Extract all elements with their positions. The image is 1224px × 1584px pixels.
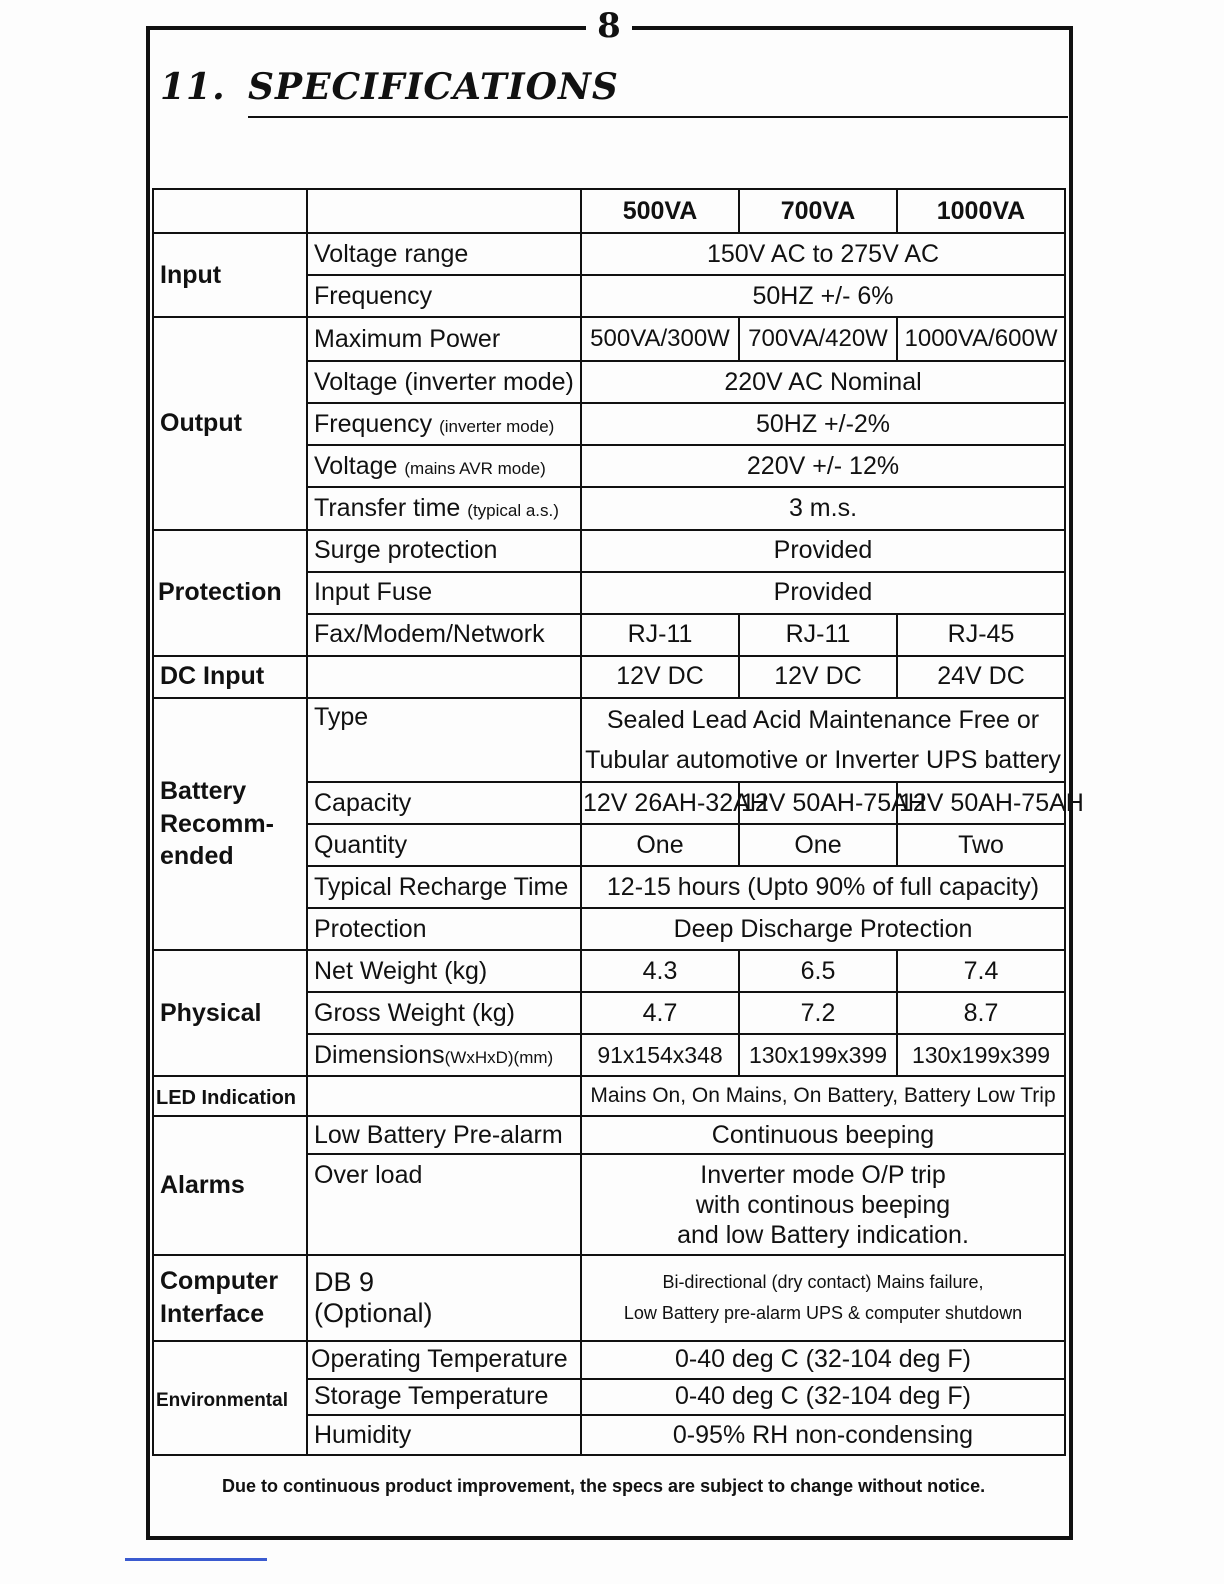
table-row: [153, 1116, 1065, 1154]
label-line: DB 9: [314, 1266, 375, 1297]
row-label: Frequency: [307, 275, 581, 317]
row-value: One: [581, 824, 739, 866]
row-label-sub: (typical a.s.): [467, 501, 559, 521]
row-label-main: Dimensions: [314, 1040, 445, 1069]
empty-cell: [307, 189, 581, 233]
row-value: 700VA/420W: [739, 317, 897, 361]
row-value: 24V DC: [897, 656, 1065, 698]
top-rule-right: [632, 26, 1073, 30]
row-label: Typical Recharge Time: [307, 866, 581, 908]
category-input: Input: [153, 233, 307, 317]
table-row: [153, 317, 1065, 361]
category-physical: Physical: [153, 950, 307, 1076]
row-label: [307, 445, 581, 487]
row-label-sub: (WxHxD)(mm): [444, 1047, 554, 1067]
row-value: 12V 50AH-75AH: [897, 782, 1065, 824]
row-value: 8.7: [897, 992, 1065, 1034]
row-value: Continuous beeping: [581, 1116, 1065, 1154]
row-label: Operating Temperature: [307, 1341, 581, 1379]
row-value: 12V DC: [739, 656, 897, 698]
row-value: 4.7: [581, 992, 739, 1034]
category-led: LED Indication: [153, 1076, 307, 1116]
table-row: [153, 656, 1065, 698]
value-line: Bi-directional (dry contact) Mains failure,: [662, 1272, 984, 1293]
header-700va: 700VA: [739, 189, 897, 233]
row-value: 150V AC to 275V AC: [581, 233, 1065, 275]
row-value: Mains On, On Mains, On Battery, Battery Low Trip: [581, 1076, 1065, 1116]
header-500va: 500VA: [581, 189, 739, 233]
row-value: 91x154x348: [581, 1034, 739, 1076]
label-line: (Optional): [314, 1297, 433, 1328]
row-label: Over load: [307, 1154, 581, 1254]
row-label: [307, 403, 581, 445]
decorative-bar: [125, 1558, 267, 1561]
row-value: Deep Discharge Protection: [581, 908, 1065, 950]
title-underline: [248, 116, 1068, 118]
category-line: Interface: [160, 1299, 265, 1328]
row-label: Protection: [307, 908, 581, 950]
row-label: Quantity: [307, 824, 581, 866]
header-row: [153, 189, 1065, 233]
row-value: 7.4: [897, 950, 1065, 992]
row-value: Provided: [581, 530, 1065, 572]
category-line: ended: [160, 842, 234, 871]
row-label-main: Frequency: [314, 409, 433, 438]
row-label-main: Voltage: [314, 452, 398, 481]
row-label: Surge protection: [307, 530, 581, 572]
section-title: [160, 66, 619, 108]
row-label: Storage Temperature: [307, 1379, 581, 1415]
row-label: Low Battery Pre-alarm: [307, 1116, 581, 1154]
page-number: 8: [597, 6, 621, 46]
top-rule-left: [146, 26, 586, 30]
table-row: [153, 698, 1065, 782]
value-line: Inverter mode O/P trip: [700, 1160, 946, 1189]
row-value: 12V 50AH-75AH: [739, 782, 897, 824]
value-line: and low Battery indication.: [677, 1220, 969, 1249]
table-row: [153, 1341, 1065, 1379]
row-value: 6.5: [739, 950, 897, 992]
category-computer-interface: [153, 1255, 307, 1341]
row-value: 50HZ +/- 6%: [581, 275, 1065, 317]
row-label: Voltage (inverter mode): [307, 361, 581, 403]
row-label: Capacity: [307, 782, 581, 824]
section-title-text: SPECIFICATIONS: [248, 66, 619, 108]
row-value: 0-95% RH non-condensing: [581, 1415, 1065, 1455]
value-line: Tubular automotive or Inverter UPS battery: [585, 745, 1061, 774]
empty-cell: [153, 189, 307, 233]
row-label-sub: (inverter mode): [439, 416, 555, 436]
section-number: 11.: [160, 66, 226, 108]
row-value: 12V DC: [581, 656, 739, 698]
row-value: 12-15 hours (Upto 90% of full capacity): [581, 866, 1065, 908]
row-label: [307, 1255, 581, 1341]
value-line: Sealed Lead Acid Maintenance Free or: [606, 705, 1040, 734]
row-label: Humidity: [307, 1415, 581, 1455]
row-value: 1000VA/600W: [897, 317, 1065, 361]
row-value: One: [739, 824, 897, 866]
spec-table: [152, 188, 1084, 1456]
row-value: RJ-45: [897, 614, 1065, 656]
row-value: [581, 1255, 1065, 1341]
row-value: 4.3: [581, 950, 739, 992]
row-value: 220V AC Nominal: [581, 361, 1065, 403]
table-row: [153, 950, 1065, 992]
empty-cell: [307, 656, 581, 698]
row-label: Maximum Power: [307, 317, 581, 361]
row-label-sub: (mains AVR mode): [404, 459, 546, 479]
row-value: 12V 26AH-32AH: [581, 782, 739, 824]
row-value: 0-40 deg C (32-104 deg F): [581, 1379, 1065, 1415]
row-value: 130x199x399: [739, 1034, 897, 1076]
row-label: Voltage range: [307, 233, 581, 275]
row-value: 220V +/- 12%: [581, 445, 1065, 487]
row-value: RJ-11: [739, 614, 897, 656]
table-row: [153, 233, 1065, 275]
row-value: 500VA/300W: [581, 317, 739, 361]
row-value: [581, 698, 1065, 782]
table-row: [153, 1255, 1065, 1341]
category-line: Recomm-: [160, 809, 274, 838]
row-value: 130x199x399: [897, 1034, 1065, 1076]
category-dc-input: DC Input: [153, 656, 307, 698]
footnote: Due to continuous product improvement, the specs are subject to change without notice.: [222, 1476, 986, 1496]
category-protection: Protection: [153, 530, 307, 656]
row-value: 3 m.s.: [581, 487, 1065, 529]
row-value: [581, 1154, 1065, 1254]
row-label: Gross Weight (kg): [307, 992, 581, 1034]
value-line: Low Battery pre-alarm UPS & computer shutdown: [623, 1302, 1023, 1323]
row-value: 50HZ +/-2%: [581, 403, 1065, 445]
row-value: 0-40 deg C (32-104 deg F): [581, 1341, 1065, 1379]
category-output: Output: [153, 317, 307, 529]
category-line: Battery: [160, 777, 247, 806]
row-value: Two: [897, 824, 1065, 866]
category-environmental: Environmental: [153, 1341, 307, 1455]
value-line: with continous beeping: [695, 1190, 951, 1219]
header-1000va: 1000VA: [897, 189, 1065, 233]
row-value: RJ-11: [581, 614, 739, 656]
row-label: Net Weight (kg): [307, 950, 581, 992]
row-value: 7.2: [739, 992, 897, 1034]
category-battery: [153, 698, 307, 950]
row-label: Type: [307, 698, 581, 782]
row-label: Input Fuse: [307, 572, 581, 614]
row-label: Fax/Modem/Network: [307, 614, 581, 656]
row-value: Provided: [581, 572, 1065, 614]
row-label-main: Transfer time: [314, 494, 461, 523]
empty-cell: [307, 1076, 581, 1116]
category-alarms: Alarms: [153, 1116, 307, 1254]
row-label: [307, 487, 581, 529]
row-label: [307, 1034, 581, 1076]
table-row: [153, 1076, 1065, 1116]
category-line: Computer: [160, 1267, 279, 1296]
table-row: [153, 530, 1065, 572]
